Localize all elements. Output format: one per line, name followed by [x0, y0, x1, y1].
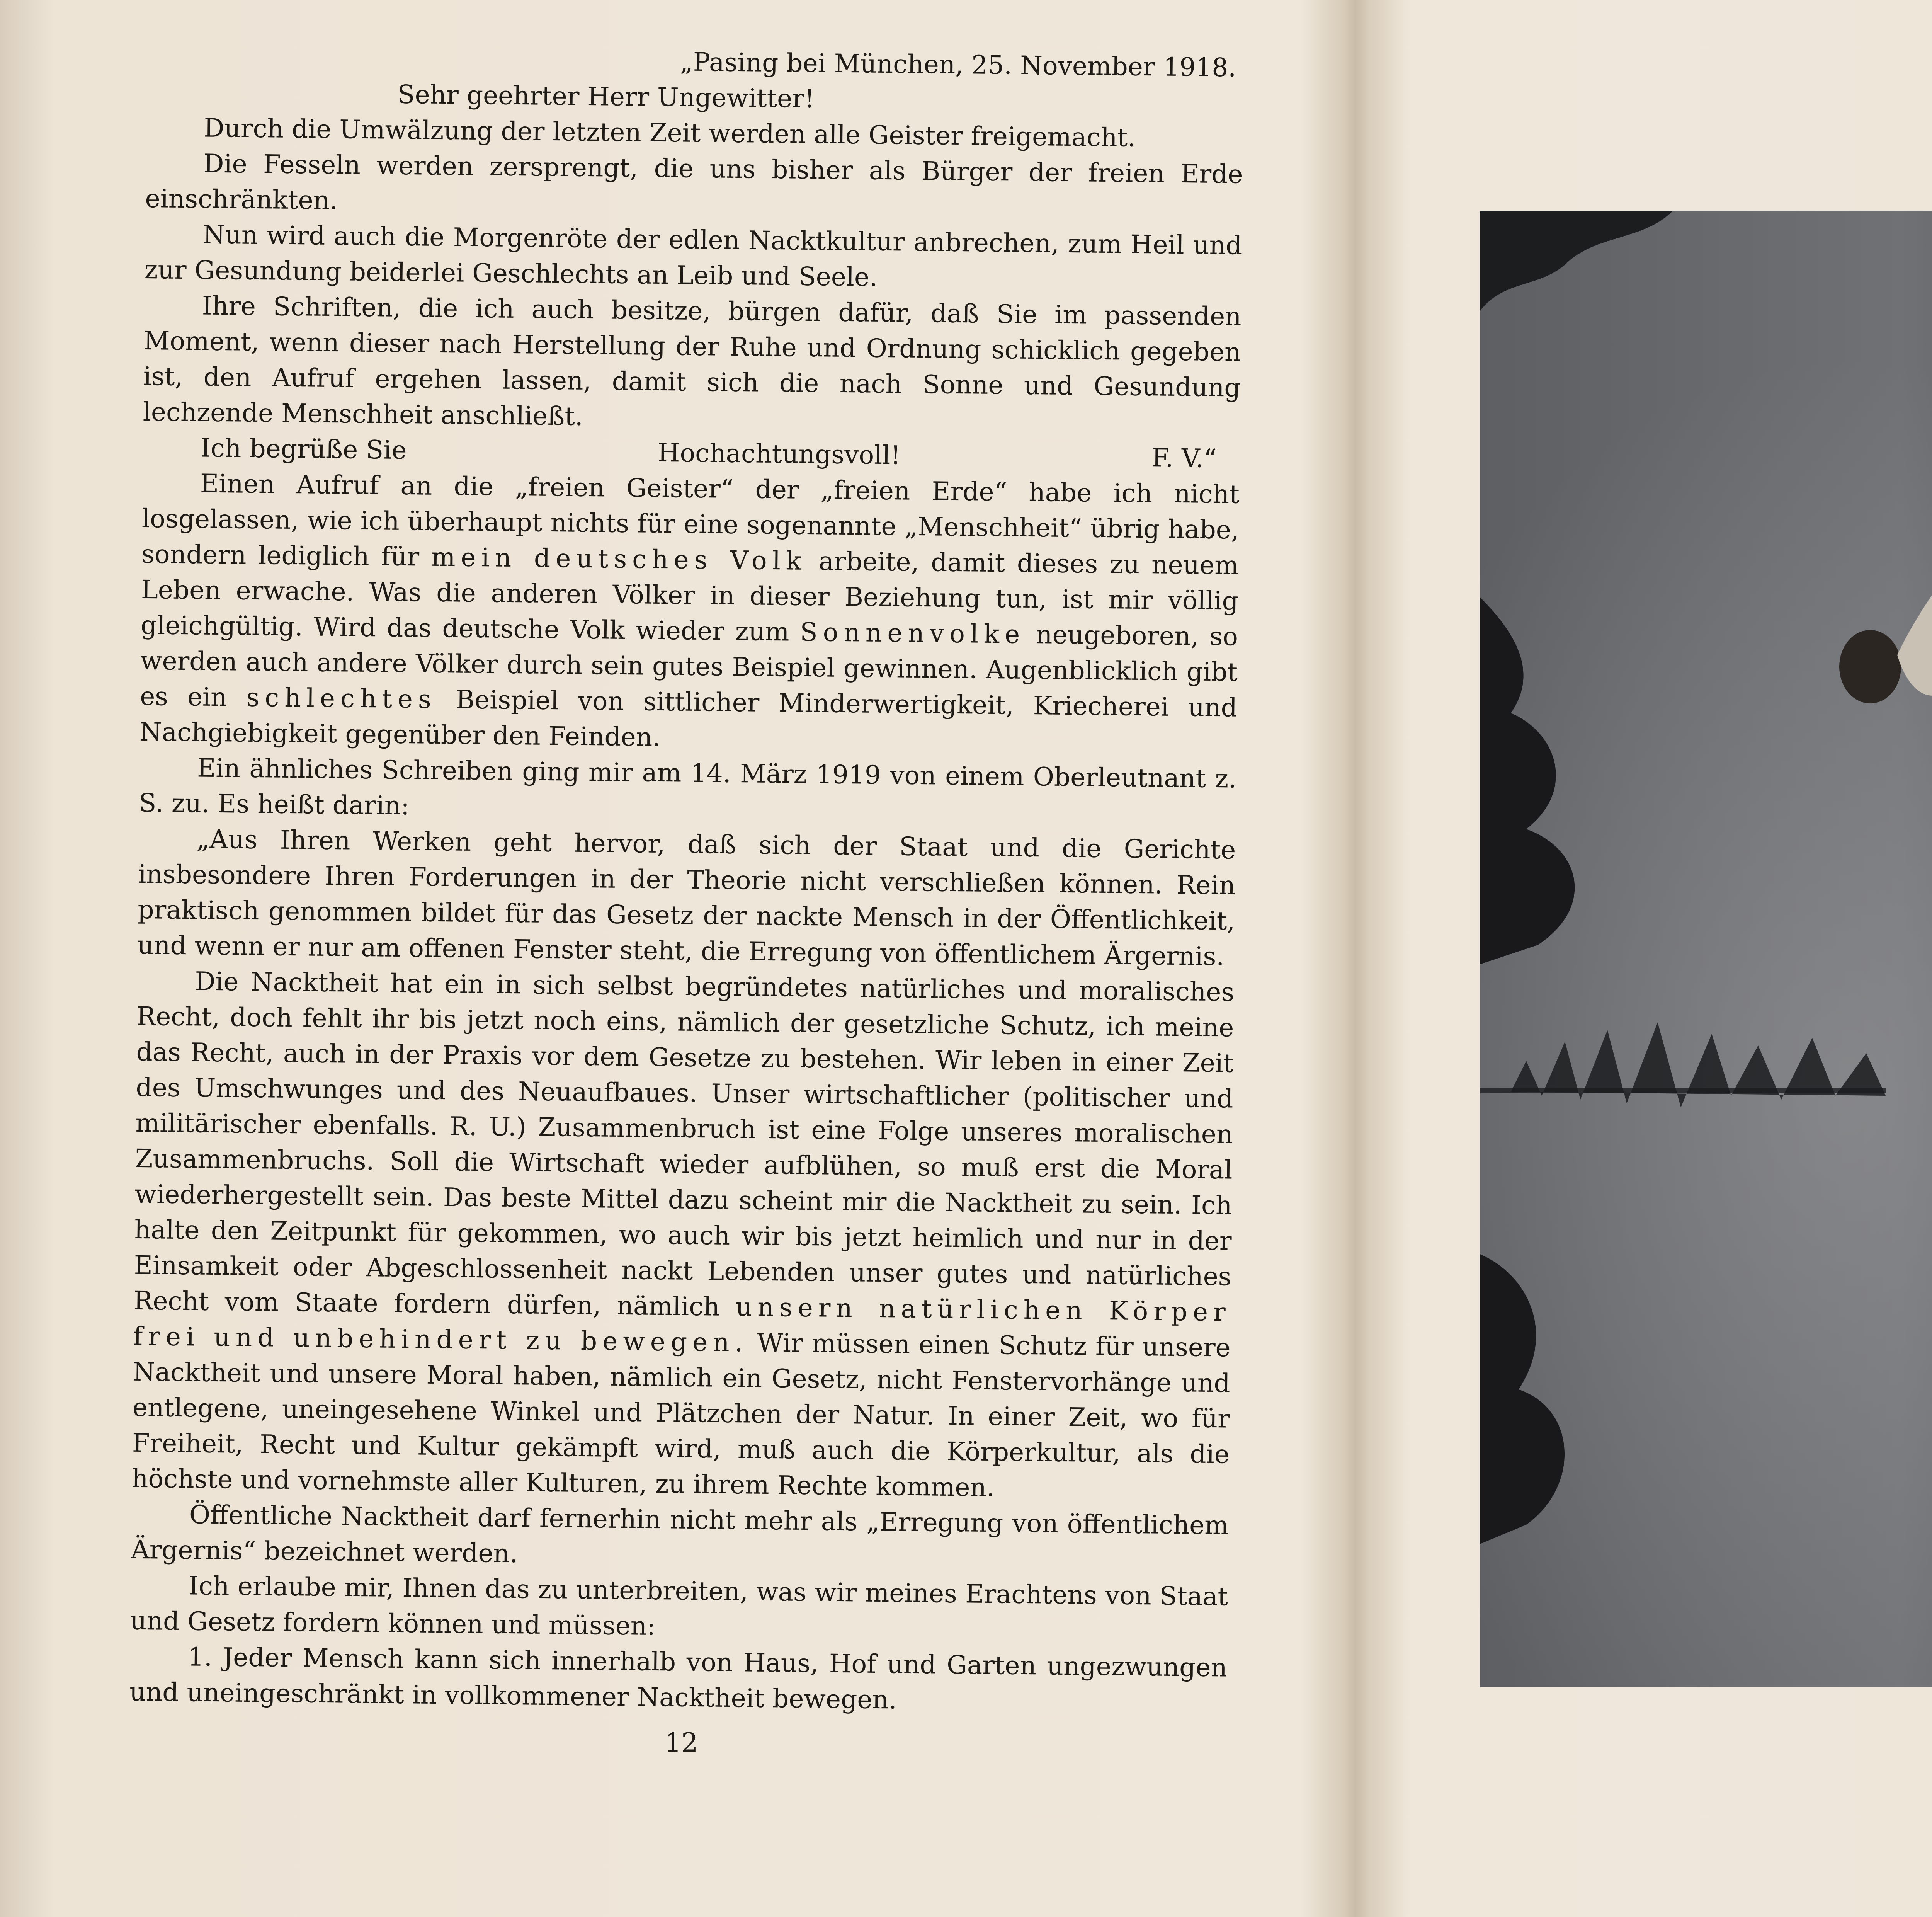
- emphasis-text: unsern natürlichen Körper frei und unbehindert zu bewegen.: [133, 1292, 1231, 1358]
- letter-header: „Pasing bei München, 25. November 1918.: [680, 47, 1236, 83]
- emphasis-text: schlechtes: [246, 682, 437, 714]
- letter-paragraph: Nun wird auch die Morgenröte der edlen Nacktkultur anbrechen, zum Heil und zur Gesundung beiderlei Geschlechts an Leib und Seele.: [144, 220, 1242, 292]
- closing-greeting: Ich begrüße Sie: [200, 433, 407, 465]
- emphasis-text: mein deutsches Volk: [431, 542, 807, 576]
- body-paragraph: [139, 465, 1240, 761]
- body-paragraph: [139, 750, 1237, 833]
- body-paragraph: [130, 1568, 1228, 1650]
- text-run: Ich erlaube mir, Ihnen das zu unterbreiten, was wir meines Erachtens von Staat und Gesetz fordern können und müssen:: [130, 1571, 1228, 1641]
- letter-paragraph: Die Fesseln werden zersprengt, die uns bisher als Bürger der freien Erde einschränkten.: [145, 148, 1243, 216]
- letter-salutation: Sehr geehrter Herr Ungewitter!: [397, 79, 815, 114]
- body-paragraph: [131, 1496, 1229, 1579]
- photo-illustration: [1480, 211, 1932, 1687]
- closing-regards: Hochachtungsvoll!: [657, 438, 901, 470]
- closing-signature: F. V.“: [1151, 443, 1217, 474]
- text-run: Öffentliche Nacktheit darf fernerhin nicht mehr als „Erregung von öffentlichem Ärgernis“ bezeichnet werden.: [131, 1500, 1229, 1569]
- text-run: Beispiel von sittlicher Minderwertigkeit, Kriecherei und Nachgiebigkeit gegenüber den Feinden.: [139, 684, 1238, 752]
- text-run: Die Nacktheit hat ein in sich selbst begründetes natürliches und moralisches Recht, doch fehlt ihr bis jetzt noch eins, nämlich der gesetzliche Schutz, ich meine das Recht, auch in der Praxis vor dem Gesetze zu bestehen. Wir leben in einer Zeit des Umschwunges und des Neuaufbaues. Unser wirtschaftlicher (politischer und militärischer ebenfalls. R. U.) Zusammenbruch ist eine Folge unseres moralischen Zusammenbruchs. Soll die Wirtschaft wieder aufblühen, so muß erst die Moral wiederhergestellt sein. Das beste Mittel dazu scheint mir die Nacktheit zu sein. Ich halte den Zeitpunkt für gekommen, wo auch wir bis jetzt heimlich und nur in der Einsamkeit oder Abgeschlossenheit nackt Lebenden unser gutes und natürliches Recht vom Staate fordern dürfen, nämlich: [133, 966, 1235, 1322]
- letter-paragraph: Ihre Schriften, die ich auch besitze, bürgen dafür, daß Sie im passenden Moment, wenn dieser nach Herstellung der Ruhe und Ordnung schicklich gegeben ist, den Aufruf ergehen lassen, damit sich die nach Sonne und Gesundung lechzende Menschheit anschließt.: [143, 291, 1242, 431]
- body-paragraph: [132, 963, 1235, 1508]
- emphasis-text: Sonnenvolke: [800, 617, 1026, 649]
- text-run: 1. Jeder Mensch kann sich innerhalb von Haus, Hof und Garten ungezwungen und uneingeschränkt in vollkommener Nacktheit bewegen.: [129, 1642, 1228, 1715]
- text-run: Einen Aufruf an die „freien Geister“ der „freien Erde“ habe ich nicht losgelassen, wie ich überhaupt nichts für eine sogenannte „Menschheit“ übrig habe, sondern lediglich für: [141, 468, 1240, 572]
- body-paragraph: [137, 821, 1236, 975]
- text-run: „Aus Ihren Werken geht hervor, daß sich der Staat und die Gerichte insbesondere Ihren Forderungen in der Theorie nicht verschließen können. Rein praktisch genommen bildet für das Gesetz der nackte Mensch in der Öffentlichkeit, und wenn er nur am offenen Fenster steht, die Erregung von öffentlichem Ärgernis.: [137, 824, 1236, 972]
- text-run: Ein ähnliches Schreiben ging mir am 14. März 1919 von einem Oberleutnant z. S. zu. Es heißt darin:: [138, 753, 1237, 821]
- text-run: neugeboren, so werden auch andere Völker durch sein gutes Beispiel gewinnen. Augenblicklich gibt es ein: [139, 619, 1238, 712]
- body-paragraph: [129, 1639, 1228, 1721]
- photograph: [1480, 211, 1932, 1687]
- page-number: 12: [665, 1728, 698, 1758]
- page-text: [129, 39, 1244, 1721]
- letter-paragraph: Durch die Umwälzung der letzten Zeit werden alle Geister freigemacht.: [204, 113, 1136, 153]
- text-run: arbeite, damit dieses zu neuem Leben erwache. Was die anderen Völker in dieser Beziehung tun, ist mir völlig gleichgültig. Wird das deutsche Volk wieder zum: [140, 546, 1239, 647]
- text-run: Wir müssen einen Schutz für unsere Nacktheit und unsere Moral haben, nämlich ein Gesetz, nicht Fenstervorhänge und entlegene, uneingesehene Winkel und Plätzchen der Natur. In einer Zeit, wo für Freiheit, Recht und Kultur gekämpft wird, muß auch die Körperkultur, als die höchste und vornehmste aller Kulturen, zu ihrem Rechte kommen.: [131, 1328, 1231, 1503]
